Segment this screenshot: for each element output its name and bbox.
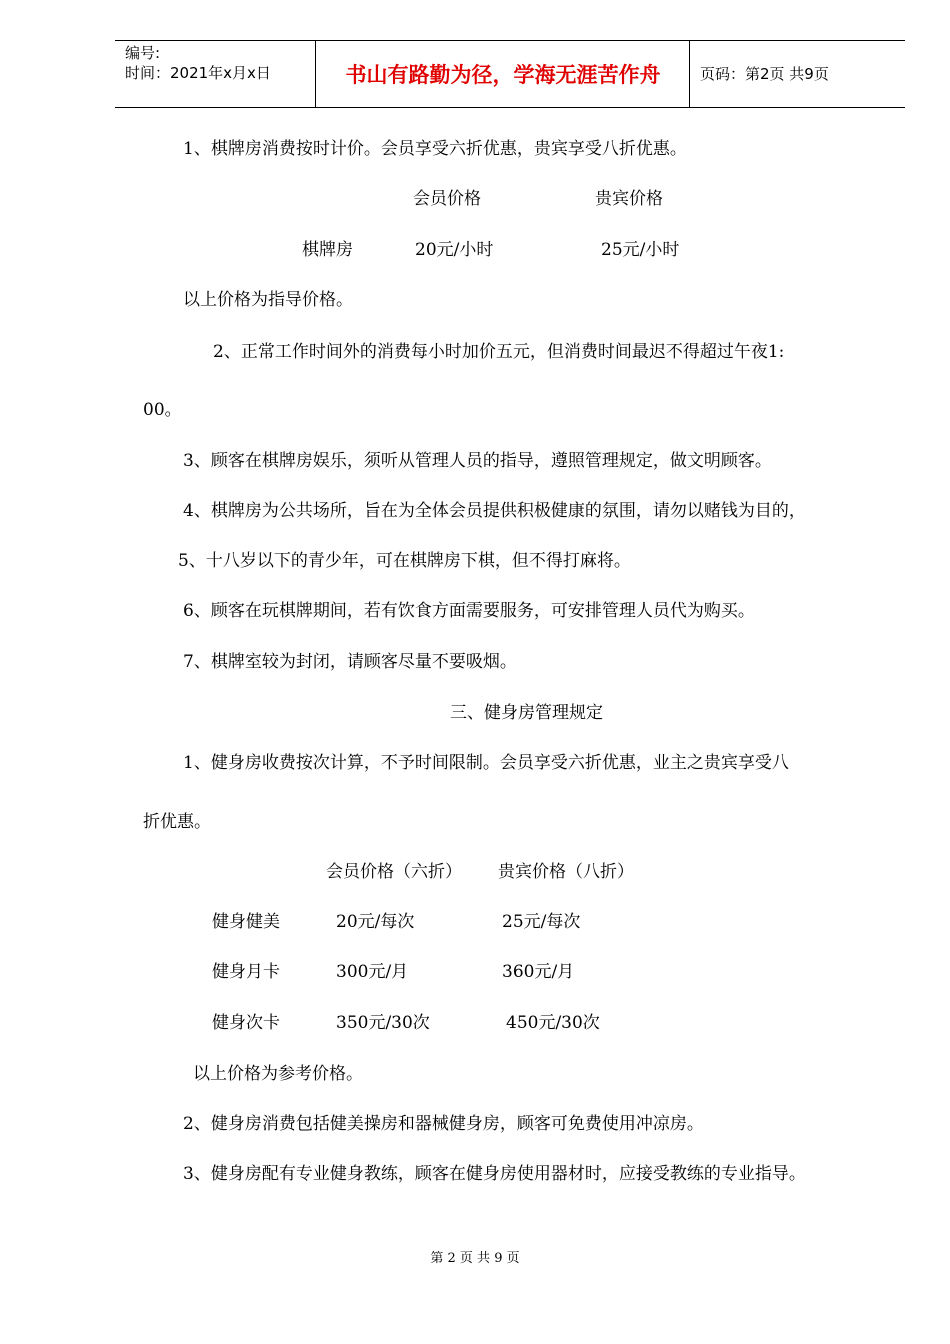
document-date: 时间：2021年x月x日 <box>125 64 271 82</box>
rule-line: 3、顾客在棋牌房娱乐，须听从管理人员的指导，遵照管理规定，做文明顾客。 <box>183 451 772 471</box>
price-note: 以上价格为指导价格。 <box>183 290 353 310</box>
table-header-vip: 贵宾价格 <box>595 189 663 209</box>
rule-line-continued: 折优惠。 <box>143 812 211 832</box>
table-cell-price: 350元/30次 <box>336 1013 430 1033</box>
table-cell-price: 25元/小时 <box>601 240 680 260</box>
rule-line: 7、棋牌室较为封闭，请顾客尽量不要吸烟。 <box>183 652 517 672</box>
rule-line: 4、棋牌房为公共场所，旨在为全体会员提供积极健康的氛围，请勿以赌钱为目的， <box>183 501 806 521</box>
page-header <box>115 40 905 108</box>
section-heading: 三、健身房管理规定 <box>450 703 603 723</box>
rule-line: 1、棋牌房消费按时计价。会员享受六折优惠，贵宾享受八折优惠。 <box>183 139 687 159</box>
table-cell-item: 健身次卡 <box>212 1013 280 1033</box>
table-header-vip: 贵宾价格（八折） <box>498 862 634 882</box>
table-cell-item: 健身健美 <box>212 912 280 932</box>
header-meta <box>125 43 271 83</box>
table-header-member: 会员价格 <box>413 189 481 209</box>
table-cell-item: 棋牌房 <box>302 240 353 260</box>
header-page-number: 页码：第2页 共9页 <box>700 65 829 83</box>
rule-line: 3、健身房配有专业健身教练，顾客在健身房使用器材时，应接受教练的专业指导。 <box>183 1164 806 1184</box>
document-number: 编号: <box>125 44 161 62</box>
rule-line-continued: 00。 <box>143 400 182 420</box>
header-divider-right <box>689 41 690 107</box>
table-cell-price: 20元/小时 <box>415 240 494 260</box>
table-header-member: 会员价格（六折） <box>326 862 462 882</box>
table-cell-item: 健身月卡 <box>212 962 280 982</box>
table-cell-price: 20元/每次 <box>336 912 415 932</box>
table-cell-price: 300元/月 <box>336 962 409 982</box>
rule-line: 1、健身房收费按次计算，不予时间限制。会员享受六折优惠，业主之贵宾享受八 <box>183 753 789 773</box>
header-motto: 书山有路勤为径，学海无涯苦作舟 <box>345 63 661 87</box>
price-note: 以上价格为参考价格。 <box>193 1064 363 1084</box>
rule-line: 2、健身房消费包括健美操房和器械健身房，顾客可免费使用冲凉房。 <box>183 1114 704 1134</box>
rule-line: 5、十八岁以下的青少年，可在棋牌房下棋，但不得打麻将。 <box>178 551 631 571</box>
table-cell-price: 360元/月 <box>502 962 575 982</box>
rule-line: 2、正常工作时间外的消费每小时加价五元，但消费时间最迟不得超过午夜1: <box>213 342 785 362</box>
page-footer: 第 2 页 共 9 页 <box>430 1251 520 1266</box>
table-cell-price: 450元/30次 <box>506 1013 600 1033</box>
table-cell-price: 25元/每次 <box>502 912 581 932</box>
rule-line: 6、顾客在玩棋牌期间，若有饮食方面需要服务，可安排管理人员代为购买。 <box>183 601 755 621</box>
